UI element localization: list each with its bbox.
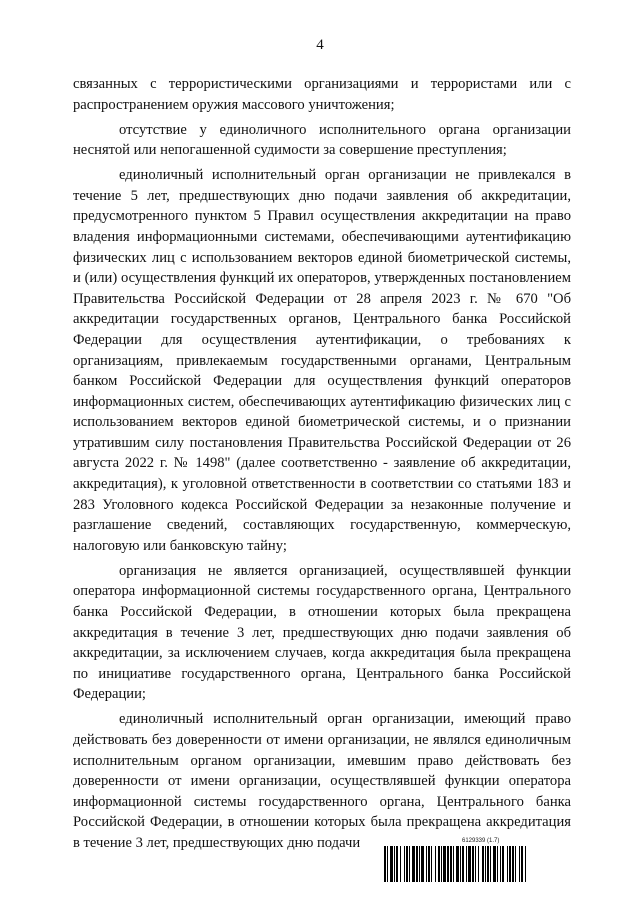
barcode-bar bbox=[472, 846, 474, 882]
barcode-bar bbox=[406, 846, 408, 882]
barcode-bar bbox=[456, 846, 459, 882]
paragraph-3: единоличный исполнительный орган организации не привлекался в течение 5 лет, предшествующих дню подачи заявления об аккредитации, предусмотренного пунктом 5 Правил осуществления аккредитации на право владения информационными системами, обеспечивающими аутентификацию физических лиц с использованием векторов единой биометрической системы, и (или) осуществления функций их операторов, утвержденных постановлением Правительства Российской Федерации от 28 апреля 2023 г. № 670 "Об аккредитации государственных органов, Центрального банка Российской Федерации для осуществления аутентификации, о требованиях к организациям, привлекаемым государственными органами, Центральным банком Российской Федерации для осуществления функций операторов информационных систем, обеспечивающих аутентификацию физических лиц с использованием векторов единой биометрической системы, и о признании утратившим силу постановления Правительства Российской Федерации от 26 августа 2022 г. № 1498" (далее соответственно - заявление об аккредитации, аккредитация), к уголовной ответственности в соответствии со статьями 183 и 283 Уголовного кодекса Российской Федерации за незаконные получение и разглашение сведений, составляющих государственную, коммерческую, налоговую или банковскую тайну; bbox=[73, 167, 571, 554]
barcode-bar bbox=[421, 846, 424, 882]
barcode-bar bbox=[453, 846, 454, 882]
barcode-bar bbox=[435, 846, 436, 882]
barcode-bar bbox=[525, 846, 526, 882]
barcode-bar bbox=[502, 846, 504, 882]
barcode-bar bbox=[384, 846, 386, 882]
barcode-bar bbox=[447, 846, 449, 882]
barcode-bar bbox=[426, 846, 427, 882]
paragraph-2: отсутствие у единоличного исполнительного органа организации неснятой или непогашенной судимости за совершение преступления; bbox=[73, 121, 571, 159]
barcode-bar bbox=[468, 846, 471, 882]
barcode-bar bbox=[419, 846, 420, 882]
paragraph-1: связанных с террористическими организациями и террористами или с распространением оружия массового уничтожения; bbox=[73, 76, 571, 113]
barcode-bar bbox=[521, 846, 523, 882]
barcode-bar bbox=[394, 846, 395, 882]
barcode-bar bbox=[493, 846, 496, 882]
barcode-bar bbox=[428, 846, 430, 882]
barcode-bar bbox=[512, 846, 514, 882]
page-number: 4 bbox=[316, 37, 324, 53]
barcode-bar bbox=[466, 846, 467, 882]
barcode-bar bbox=[441, 846, 442, 882]
barcode-bar bbox=[490, 846, 491, 882]
barcode-bar bbox=[409, 846, 410, 882]
barcode-bar bbox=[509, 846, 511, 882]
barcode-bar bbox=[485, 846, 486, 882]
barcode-bar bbox=[387, 846, 388, 882]
barcode-bar bbox=[497, 846, 498, 882]
barcode-bar bbox=[450, 846, 452, 882]
barcode-bar bbox=[460, 846, 461, 882]
barcode-bar bbox=[431, 846, 432, 882]
barcode-bar bbox=[482, 846, 484, 882]
barcode-bar bbox=[507, 846, 508, 882]
barcode-bar bbox=[400, 846, 401, 882]
document-body bbox=[73, 74, 571, 858]
barcode-bar bbox=[478, 846, 479, 882]
barcode-label: 6129339 (1.7) bbox=[462, 838, 500, 844]
document-barcode bbox=[384, 837, 572, 883]
barcode-bar bbox=[500, 846, 501, 882]
barcode-bar bbox=[390, 846, 393, 882]
paragraph-4: организация не является организацией, осуществлявшей функции оператора информационной системы государственного органа, Центрального банка Российской Федерации, в отношении которых была прекращена аккредитация в течение 3 лет, предшествующих дню подачи заявления об аккредитации, за исключением случаев, когда аккредитация была прекращена по инициативе государственного органа, Центрального банка Российской Федерации; bbox=[73, 562, 571, 703]
barcode-bar bbox=[475, 846, 476, 882]
barcode-bar bbox=[438, 846, 440, 882]
barcode-bar bbox=[519, 846, 520, 882]
barcode-bar bbox=[412, 846, 415, 882]
barcode-icon bbox=[384, 846, 572, 882]
barcode-bar bbox=[404, 846, 405, 882]
barcode-bar bbox=[396, 846, 398, 882]
paragraph-5: единоличный исполнительный орган организации, имеющий право действовать без доверенности от имени организации, не являлся единоличным исполнительным органом организации, имевшим право действовать без доверенности от имени организации, осуществлявшей функции оператора информационной системы государственного органа, Центрального банка Российской Федерации, в отношении которых была прекращена аккредитация в течение 3 лет, предшествующих дню подачи bbox=[73, 711, 571, 851]
barcode-bar bbox=[416, 846, 418, 882]
barcode-bar bbox=[443, 846, 446, 882]
barcode-bar bbox=[462, 846, 464, 882]
barcode-bar bbox=[515, 846, 516, 882]
barcode-bar bbox=[487, 846, 489, 882]
